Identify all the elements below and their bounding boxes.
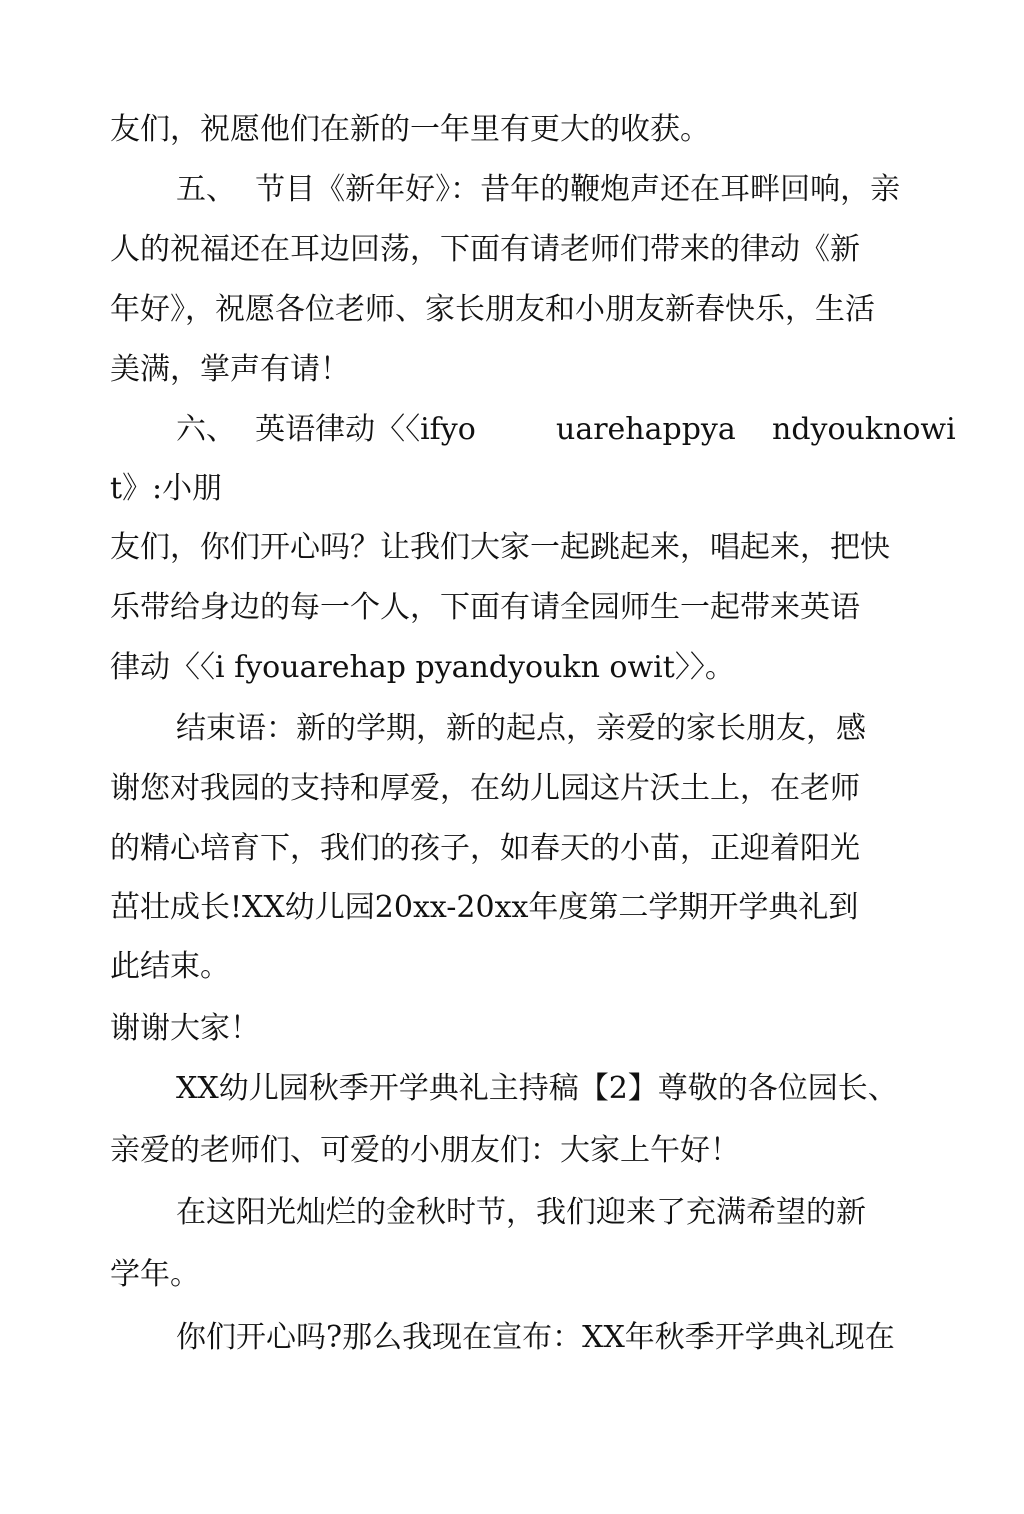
text-line: 友们，你们开心吗？让我们大家一起跳起来，唱起来，把快 xyxy=(110,530,890,565)
text-line-part: uarehappya xyxy=(556,412,736,447)
text-line: 乐带给身边的每一个人，下面有请全园师生一起带来英语 xyxy=(110,590,860,625)
text-line: t》:小朋 xyxy=(110,471,223,506)
text-line: 在这阳光灿烂的金秋时节，我们迎来了充满希望的新 xyxy=(176,1195,866,1230)
text-line: 律动〈〈i fyouarehap pyandyoukn owit〉〉。 xyxy=(110,650,735,685)
text-line: XX幼儿园秋季开学典礼主持稿【2】尊敬的各位园长、 xyxy=(176,1071,898,1106)
text-line: 年好》，祝愿各位老师、家长朋友和小朋友新春快乐，生活 xyxy=(110,292,875,327)
text-line: 结束语：新的学期，新的起点，亲爱的家长朋友，感 xyxy=(176,711,866,746)
text-line: 此结束。 xyxy=(110,949,230,984)
text-line: 美满，掌声有请！ xyxy=(110,352,350,387)
text-line: 茁壮成长!XX幼儿园20xx-20xx年度第二学期开学典礼到 xyxy=(110,890,859,925)
text-line: 亲爱的老师们、可爱的小朋友们：大家上午好！ xyxy=(110,1133,740,1168)
text-line-part: ndyouknowi xyxy=(772,412,956,447)
text-line: 的精心培育下，我们的孩子，如春天的小苗，正迎着阳光 xyxy=(110,831,860,866)
text-line: 学年。 xyxy=(110,1257,200,1292)
text-line: 谢谢大家！ xyxy=(110,1011,260,1046)
text-line: 谢您对我园的支持和厚爱，在幼儿园这片沃土上，在老师 xyxy=(110,771,860,806)
text-line-part: 六、 英语律动〈〈ifyo xyxy=(176,412,476,447)
text-line: 人的祝福还在耳边回荡，下面有请老师们带来的律动《新 xyxy=(110,232,860,267)
text-line: 五、 节目《新年好》：昔年的鞭炮声还在耳畔回响，亲 xyxy=(176,172,901,207)
text-line: 友们，祝愿他们在新的一年里有更大的收获。 xyxy=(110,112,710,147)
text-line: 你们开心吗?那么我现在宣布：XX年秋季开学典礼现在 xyxy=(176,1320,895,1355)
